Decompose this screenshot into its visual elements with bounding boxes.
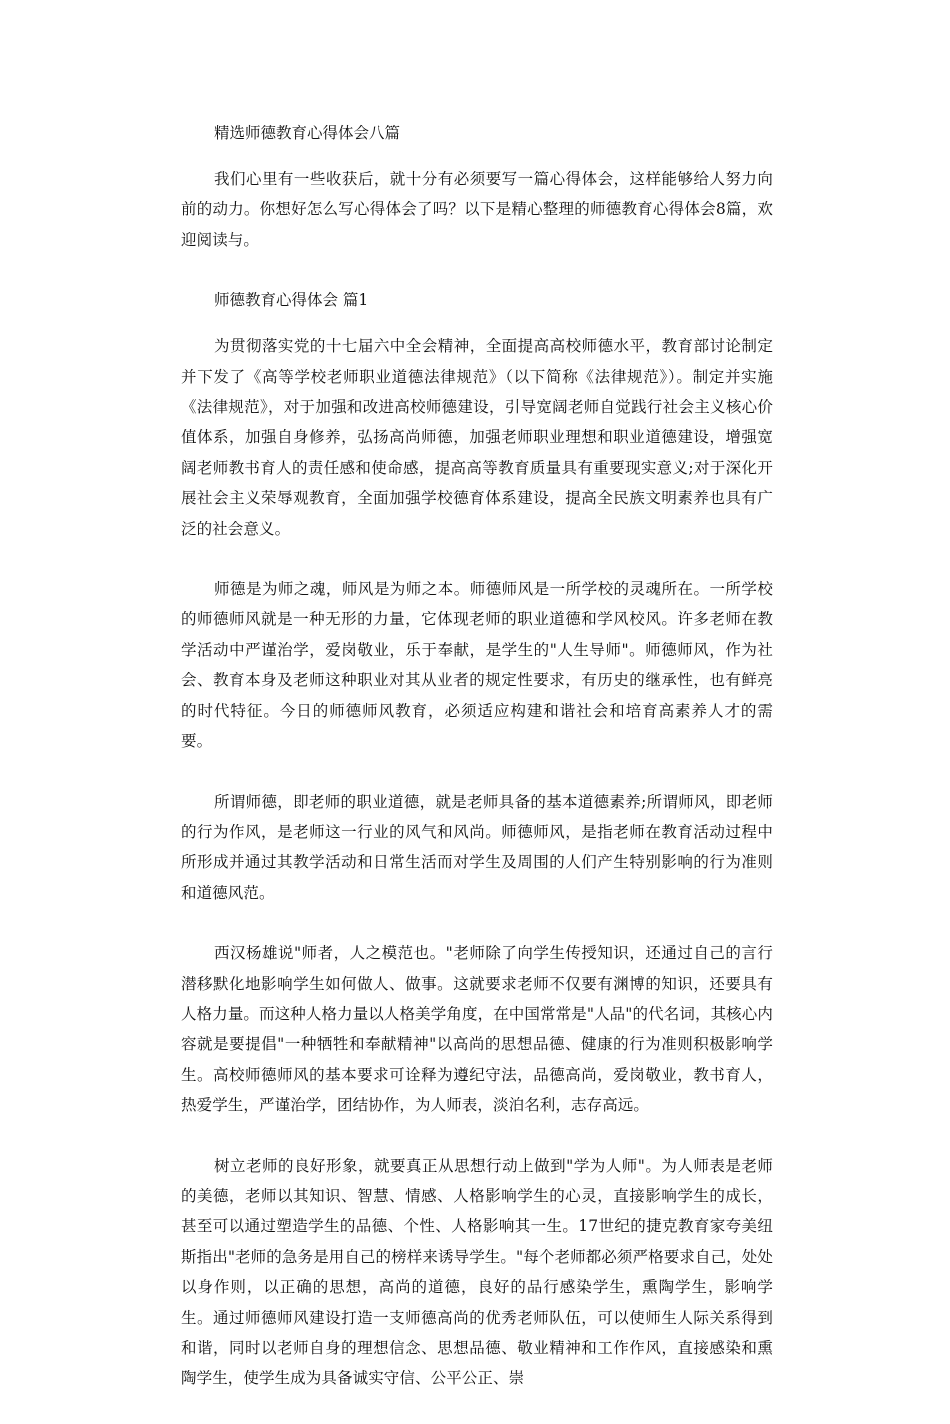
intro-paragraph: 我们心里有一些收获后，就十分有必须要写一篇心得体会，这样能够给人努力向前的动力。你想好怎么写心得体会了吗？以下是精心整理的师德教育心得体会8篇，欢迎阅读与。 (181, 170, 773, 249)
body-paragraph-5: 树立老师的良好形象，就要真正从思想行动上做到"学为人师"。为人师表是老师的美德，老师以其知识、智慧、情感、人格影响学生的心灵，直接影响学生的成长，甚至可以通过塑造学生的品德、个性、人格影响其一生。17世纪的捷克教育家夸美纽斯指出"老师的急务是用自己的榜样来诱导学生。"每个老师都必须严格要求自己，处处以身作则，以正确的思想，高尚的道德，良好的品行感染学生，熏陶学生，影响学生。通过师德师风建设打造一支师德高尚的优秀老师队伍，可以使师生人际关系得到和谐，同时以老师自身的理想信念、思想品德、敬业精神和工作作风，直接感染和熏陶学生，使学生成为具备诚实守信、公平公正、崇 (181, 1156, 773, 1388)
body-paragraph-3: 所谓师德，即老师的职业道德，就是老师具备的基本道德素养;所谓师风，即老师的行为作风，是老师这一行业的风气和风尚。师德师风，是指老师在教育活动过程中所形成并通过其教学活动和日常生活而对学生及周围的人们产生特别影响的行为准则和道德风范。 (181, 792, 773, 902)
body-paragraph-4: 西汉杨雄说"师者，人之模范也。"老师除了向学生传授知识，还通过自己的言行潜移默化地影响学生如何做人、做事。这就要求老师不仅要有渊博的知识，还要具有人格力量。而这种人格力量以人格美学角度，在中国常常是"人品"的代名词，其核心内容就是要提倡"一种牺牲和奉献精神"以高尚的思想品德、健康的行为准则积极影响学生。高校师德师风的基本要求可诠释为遵纪守法，品德高尚，爱岗敬业，教书育人，热爱学生，严谨治学，团结协作，为人师表，淡泊名利，志存高远。 (181, 944, 773, 1115)
document-page (181, 118, 773, 1424)
section-heading: 师德教育心得体会 篇1 (214, 291, 369, 310)
body-paragraph-1: 为贯彻落实党的十七届六中全会精神，全面提高高校师德水平，教育部讨论制定并下发了《高等学校老师职业道德法律规范》（以下简称《法律规范》）。制定并实施《法律规范》，对于加强和改进高校师德建设，引导宽阔老师自觉践行社会主义核心价值体系，加强自身修养，弘扬高尚师德，加强老师职业理想和职业道德建设，增强宽阔老师教书育人的责任感和使命感，提高高等教育质量具有重要现实意义;对于深化开展社会主义荣辱观教育，全面加强学校德育体系建设，提高全民族文明素养也具有广泛的社会意义。 (181, 337, 773, 538)
document-title: 精选师德教育心得体会八篇 (214, 124, 401, 142)
body-paragraph-2: 师德是为师之魂，师风是为师之本。师德师风是一所学校的灵魂所在。一所学校的师德师风就是一种无形的力量，它体现老师的职业道德和学风校风。许多老师在教学活动中严谨治学，爱岗敬业，乐于奉献，是学生的"人生导师"。师德师风，作为社会、教育本身及老师这种职业对其从业者的规定性要求，有历史的继承性，也有鲜亮的时代特征。今日的师德师风教育，必须适应构建和谐社会和培育高素养人才的需要。 (181, 580, 773, 751)
